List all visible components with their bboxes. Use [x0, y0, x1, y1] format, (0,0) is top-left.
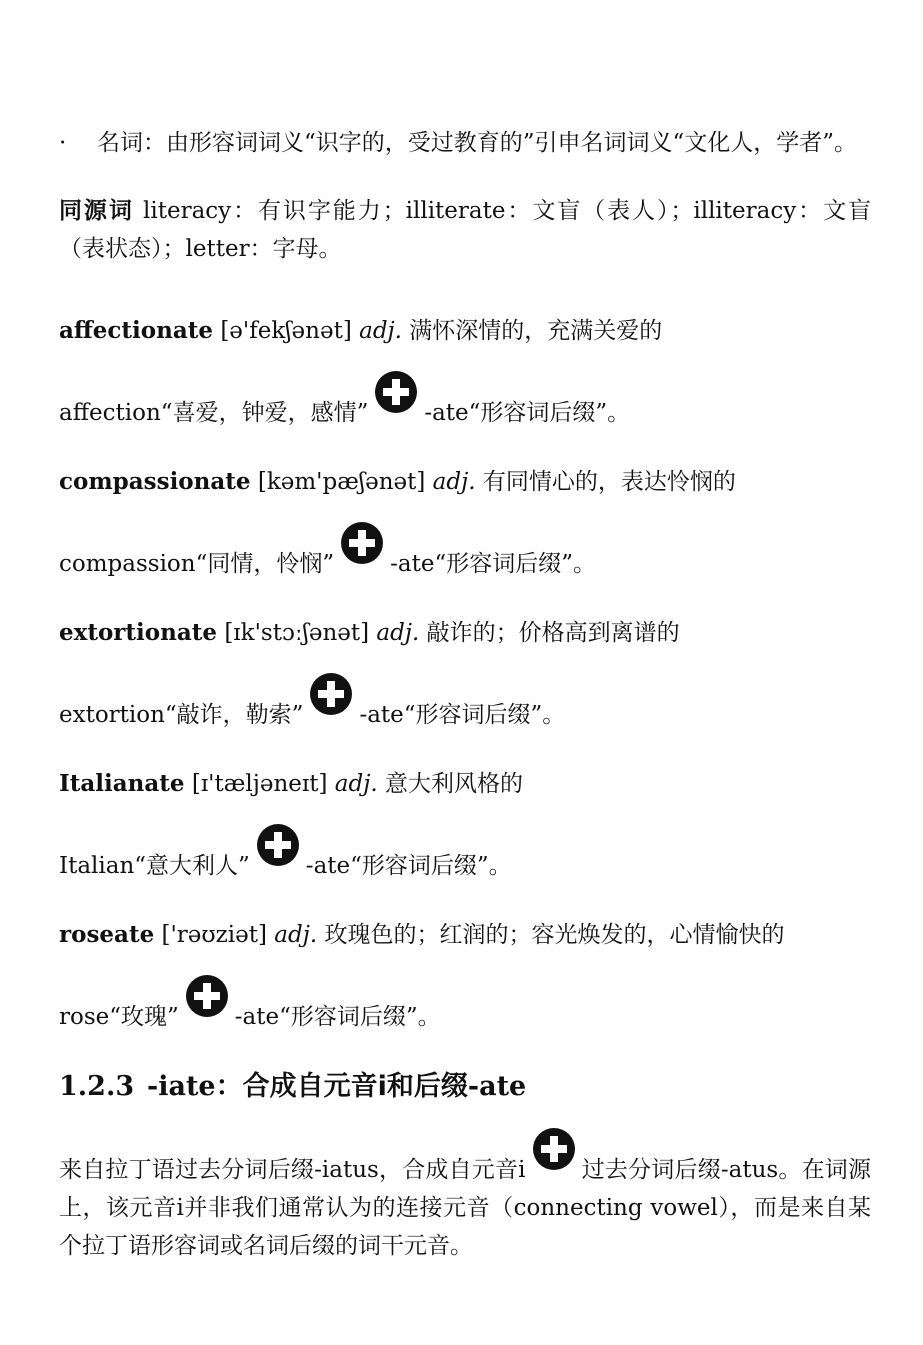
section-number: 1.2.3: [59, 1071, 135, 1102]
derivation-base: affection“喜爱，钟爱，感情”: [59, 400, 369, 426]
entry-derivation: [59, 682, 871, 735]
entry-headline: [59, 765, 871, 803]
pronunciation: [ə'fekʃənət]: [213, 318, 360, 344]
entry-headline: [59, 463, 871, 501]
part-of-speech: adj.: [376, 620, 420, 646]
bullet-text: 名词：由形容词词义“识字的，受过教育的”引申名词词义“文化人，学者”。: [97, 130, 858, 156]
derivation-suffix: -ate“形容词后缀”。: [424, 400, 631, 426]
cognates-paragraph: [59, 192, 871, 268]
cognates-label: 同源词: [59, 198, 134, 224]
derivation-suffix: -ate“形容词后缀”。: [359, 702, 566, 728]
entry-derivation: [59, 531, 871, 584]
section-title-chinese: ：合成自元音i和后缀: [215, 1071, 468, 1102]
section-title-end: -ate: [467, 1071, 527, 1102]
part-of-speech: adj.: [359, 318, 402, 344]
meaning: 敲诈的；价格高到离谱的: [419, 620, 680, 646]
meaning: 意大利风格的: [377, 771, 523, 797]
closing-paragraph: [59, 1137, 871, 1265]
plus-circle-icon: [532, 1127, 576, 1171]
closing-part-2: 过去分词后缀-atus。在词源上，该元音i并非我们通常认为的连接元音（connecting vowel），而是来自某个拉丁语形容词或名词后缀的词干元音。: [59, 1157, 871, 1259]
entry-headline: [59, 614, 871, 652]
part-of-speech: adj.: [432, 469, 476, 495]
headword: affectionate: [59, 317, 214, 344]
derivation-base: Italian“意大利人”: [59, 853, 250, 879]
pronunciation: [kəm'pæʃənət]: [250, 469, 433, 495]
entry-derivation: [59, 380, 871, 433]
derivation-suffix: -ate“形容词后缀”。: [234, 1004, 441, 1030]
meaning: 有同情心的，表达怜悯的: [475, 469, 736, 495]
headword: extortionate: [59, 619, 218, 646]
pronunciation: ['rəʊziət]: [154, 922, 275, 948]
derivation-suffix: -ate“形容词后缀”。: [305, 853, 512, 879]
plus-circle-icon: [340, 521, 384, 565]
part-of-speech: adj.: [274, 922, 318, 948]
pronunciation: [ɪk'stɔːʃənət]: [217, 620, 377, 646]
closing-part-1: 来自拉丁语过去分词后缀-iatus，合成自元音i: [59, 1157, 526, 1183]
meaning: 玫瑰色的；红润的；容光焕发的，心情愉快的: [317, 922, 785, 948]
cognates-text: literacy：有识字能力；illiterate：文盲（表人）；illiteracy：文盲（表状态）；letter：字母。: [59, 198, 871, 262]
bullet-paragraph: [59, 124, 871, 162]
pronunciation: [ɪ'tæljəneɪt]: [184, 771, 335, 797]
bullet-mark: ·: [59, 130, 67, 156]
derivation-base: rose“玫瑰”: [59, 1004, 179, 1030]
derivation-suffix: -ate“形容词后缀”。: [390, 551, 596, 577]
section-heading: [59, 1067, 871, 1107]
plus-circle-icon: [309, 672, 353, 716]
headword: roseate: [59, 921, 155, 948]
derivation-base: extortion“敲诈，勒索”: [59, 702, 304, 728]
section-title-suffix: -iate: [147, 1071, 216, 1102]
headword: compassionate: [59, 468, 251, 495]
plus-circle-icon: [185, 974, 229, 1018]
plus-circle-icon: [374, 370, 418, 414]
entry-derivation: [59, 984, 871, 1037]
entry-headline: [59, 916, 871, 954]
plus-circle-icon: [256, 823, 300, 867]
derivation-base: compassion“同情，怜悯”: [59, 551, 335, 577]
part-of-speech: adj.: [334, 771, 378, 797]
meaning: 满怀深情的，充满关爱的: [402, 318, 663, 344]
entry-derivation: [59, 833, 871, 886]
headword: Italianate: [59, 770, 185, 797]
entry-headline: [59, 312, 871, 350]
